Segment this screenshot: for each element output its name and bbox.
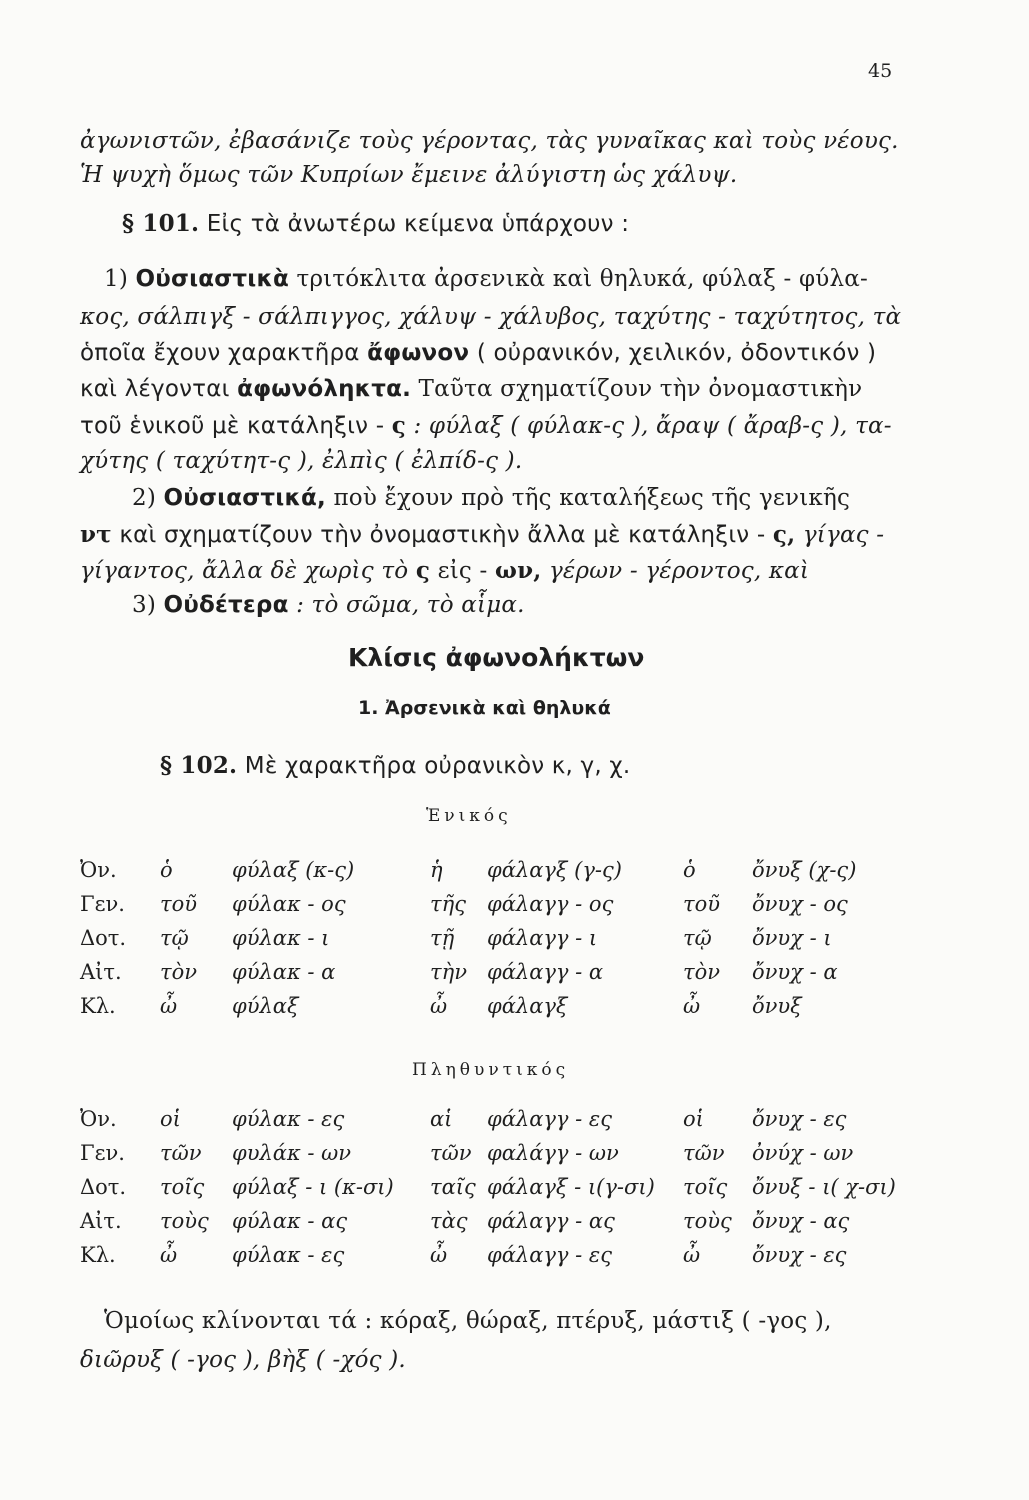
table-cell-noun-form: ὄνυχ - ες [752,1243,847,1267]
table-cell-noun-form: φάλαγξ (γ-ς) [487,858,622,882]
paragraph-line: ἀγωνιστῶν, ἐβασάνιζε τοὺς γέροντας, τὰς γυναῖκας καὶ τοὺς νέους. [80,128,899,154]
table-cell-noun-form: φύλακ - α [232,960,336,984]
table-cell-case-label: Κλ. [80,994,116,1018]
table-cell-article: ὦ [430,1243,448,1267]
table-cell-article: τοὺς [160,1209,209,1233]
item-1-line [80,412,892,439]
table-cell-noun-form: ὄνυχ - α [752,960,838,984]
table-cell-case-label: Δοτ. [80,1175,127,1199]
table-cell-noun-form: ὄνυχ - ος [752,892,848,916]
section-heading: Κλίσις ἀφωνολήκτων [348,643,645,672]
table-cell-article: αἱ [430,1107,453,1131]
table-cell-article: ὦ [160,994,178,1018]
table-cell-article: τὸν [160,960,198,984]
table-cell-article: τῶν [160,1141,202,1165]
table-cell-article: ὦ [683,1243,701,1267]
bold-term: Οὐσιαστικά, [163,485,326,511]
bold-term: ντ [80,521,112,548]
table-cell-article: τῆς [430,892,466,916]
bold-term: ἀφωνόληκτα. [237,376,412,402]
table-cell-noun-form: φάλαγγ - ες [487,1243,612,1267]
item-1-line [104,266,868,292]
item-1-line: χύτης ( ταχύτητ-ς ), ἐλπὶς ( ἐλπίδ-ς ). [80,448,523,474]
table-cell-article: τοῦ [160,892,198,916]
table-cell-article: ἡ [430,858,443,882]
table-cell-article: ὦ [683,994,701,1018]
table-cell-article: ὁ [683,858,696,882]
item-text: γίγαντος, ἄλλα δὲ χωρὶς τὸ [80,558,409,584]
table-cell-case-label: Γεν. [80,1141,125,1165]
table-cell-article: τοῖς [160,1175,205,1199]
bold-term: ς, [772,521,796,548]
subheading: 1. Ἀρσενικὰ καὶ θηλυκά [358,697,611,719]
table-cell-noun-form: φάλαγγ - α [487,960,604,984]
bold-term: ἄφωνον [367,340,470,366]
table-cell-article: τοὺς [683,1209,732,1233]
section-number: § 102. [160,752,238,779]
table-cell-article: τῶν [683,1141,725,1165]
item-text: γίγας - [802,522,885,548]
table-cell-noun-form: φύλακ - ι [232,926,330,950]
section-101 [122,210,629,237]
item-text: ( οὐρανικόν, χειλικόν, ὀδοντικόν ) [476,340,877,366]
table-cell-noun-form: ὄνυχ - ι [752,926,832,950]
closing-line: διῶρυξ ( -γος ), βὴξ ( -χός ). [80,1347,406,1373]
paragraph-line: Ἡ ψυχὴ ὅμως τῶν Κυπρίων ἔμεινε ἀλύγιστη ὡς χάλυψ. [80,162,738,188]
table-cell-noun-form: φύλακ - ες [232,1107,345,1131]
table-cell-noun-form: ὄνυχ - ας [752,1209,850,1233]
table-cell-article: τῷ [160,926,189,950]
item-text: γέρων - γέροντος, καὶ [548,558,810,584]
section-text: Μὲ χαρακτῆρα οὐρανικὸν κ, γ, χ. [244,753,631,779]
table-cell-noun-form: ὄνυχ - ες [752,1107,847,1131]
item-2-line [80,521,884,548]
table-cell-article: τῇ [430,926,455,950]
table-cell-noun-form: φυλάκ - ων [232,1141,352,1165]
table-cell-case-label: Αἰτ. [80,1209,122,1233]
table-cell-noun-form: φύλαξ [232,994,299,1018]
table-cell-article: ὦ [160,1243,178,1267]
item-text: Ταῦτα σχηματίζουν τὴν ὀνομαστικὴν [418,376,863,402]
table-cell-noun-form: φύλακ - ες [232,1243,345,1267]
table-cell-noun-form: φάλαγγ - ος [487,892,614,916]
table-cell-noun-form: φαλάγγ - ων [487,1141,619,1165]
table-cell-article: ταῖς [430,1175,476,1199]
item-text: εἰς - [437,558,488,584]
table-cell-noun-form: φάλαγξ - ι(γ-σι) [487,1175,655,1199]
bold-term: ς [391,412,406,439]
table-cell-noun-form: ὄνυξ [752,994,802,1018]
table-cell-noun-form: ὄνυξ (χ-ς) [752,858,857,882]
item-1-line [80,340,876,366]
table-cell-article: ὁ [160,858,173,882]
bold-term: Οὐδέτερα [163,592,289,618]
table-cell-case-label: Γεν. [80,892,125,916]
bold-term: ς [415,557,431,584]
section-number: § 101. [122,210,200,237]
table-cell-noun-form: φύλαξ - ι (κ-σι) [232,1175,394,1199]
item-text: : φύλαξ ( φύλακ-ς ), ἄραψ ( ἄραβ-ς ), τα- [413,413,892,439]
item-text: καὶ λέγονται [80,376,230,402]
table-cell-noun-form: ὀνύχ - ων [752,1141,854,1165]
item-text: τοῦ ἑνικοῦ μὲ κατάληξιν - [80,413,385,439]
item-number: 1) [104,266,129,292]
bold-term: ων, [495,557,542,584]
item-1-line: κος, σάλπιγξ - σάλπιγγος, χάλυψ - χάλυβος, ταχύτης - ταχύτητος, τὰ [80,304,902,330]
plural-label: Πληθυντικός [412,1060,570,1080]
item-text: ὁποῖα ἔχουν χαρακτῆρα [80,340,360,366]
table-cell-noun-form: φύλαξ (κ-ς) [232,858,355,882]
section-102 [160,752,630,779]
table-cell-noun-form: φύλακ - ας [232,1209,348,1233]
singular-label: Ἑνικός [426,806,512,826]
item-3-line [132,592,525,618]
table-cell-case-label: Αἰτ. [80,960,122,984]
table-cell-noun-form: φάλαγξ [487,994,568,1018]
item-1-line [80,376,862,402]
table-cell-article: τῷ [683,926,712,950]
table-cell-article: οἱ [160,1107,181,1131]
table-cell-article: τὰς [430,1209,468,1233]
table-cell-noun-form: φάλαγγ - ας [487,1209,615,1233]
item-text: καὶ σχηματίζουν τὴν ὀνομαστικὴν ἄλλα μὲ κατάληξιν - [119,522,766,548]
table-cell-article: τὸν [683,960,721,984]
table-cell-article: τῶν [430,1141,472,1165]
item-text: ποὺ ἔχουν πρὸ τῆς καταλήξεως τῆς γενικῆς [333,485,851,511]
table-cell-case-label: Ὀν. [80,1107,117,1131]
closing-line: Ὁμοίως κλίνονται τά : κόραξ, θώραξ, πτέρυξ, μάστιξ ( -γος ), [104,1308,832,1334]
table-cell-noun-form: φάλαγγ - ι [487,926,598,950]
table-cell-noun-form: φύλακ - ος [232,892,346,916]
table-cell-article: ὦ [430,994,448,1018]
item-text: : τὸ σῶμα, τὸ αἷμα. [296,592,525,618]
table-cell-article: τοῦ [683,892,721,916]
table-cell-case-label: Ὀν. [80,858,117,882]
table-cell-noun-form: φάλαγγ - ες [487,1107,612,1131]
table-cell-case-label: Κλ. [80,1243,116,1267]
item-2-line [132,485,850,511]
item-number: 2) [132,485,157,511]
table-cell-case-label: Δοτ. [80,926,127,950]
table-cell-noun-form: ὄνυξ - ι( χ-σι) [752,1175,896,1199]
table-cell-article: οἱ [683,1107,704,1131]
table-cell-article: τὴν [430,960,467,984]
section-text: Εἰς τὰ ἀνωτέρω κείμενα ὑπάρχουν : [206,211,630,237]
page-number: 45 [868,60,893,82]
table-cell-article: τοῖς [683,1175,728,1199]
item-2-line [80,557,809,584]
item-text: τριτόκλιτα ἀρσενικὰ καὶ θηλυκά, φύλαξ - φύλα- [296,266,868,292]
item-number: 3) [132,592,157,618]
bold-term: Οὐσιαστικὰ [135,266,289,292]
